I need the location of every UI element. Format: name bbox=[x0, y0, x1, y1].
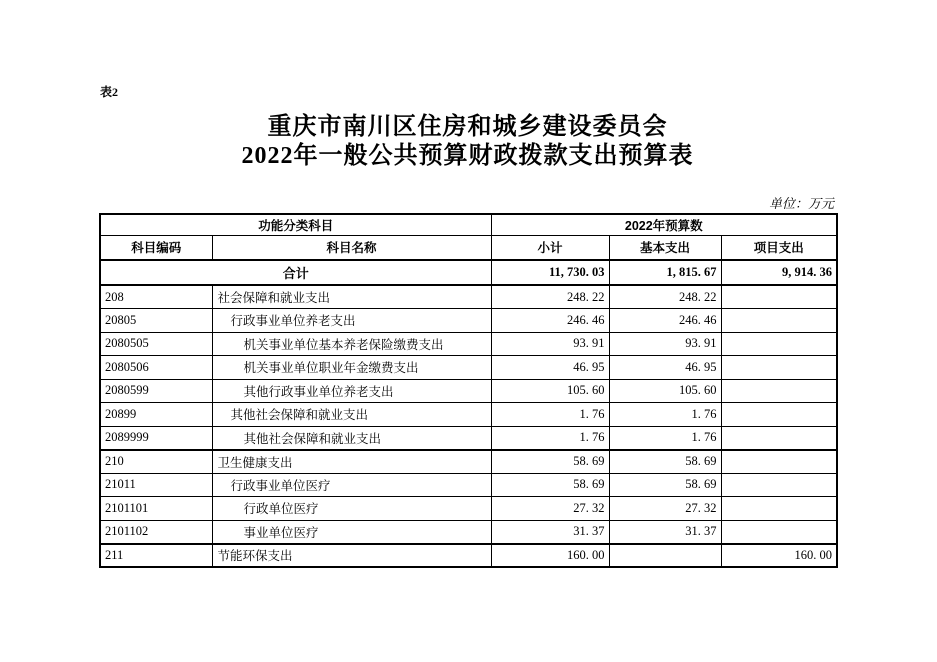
header-budget-2022: 2022年预算数 bbox=[491, 214, 837, 235]
basic-cell bbox=[609, 544, 721, 568]
budget-table bbox=[99, 213, 838, 568]
code-cell: 211 bbox=[100, 544, 212, 568]
table-body bbox=[100, 260, 837, 567]
header-group-row bbox=[100, 214, 837, 235]
subtotal-cell: 248. 22 bbox=[491, 285, 609, 309]
table-row bbox=[100, 332, 837, 356]
project-cell bbox=[721, 379, 837, 403]
code-cell: 20899 bbox=[100, 403, 212, 427]
name-cell: 节能环保支出 bbox=[212, 544, 491, 568]
code-cell: 2080505 bbox=[100, 332, 212, 356]
table-number-label: 表2 bbox=[100, 85, 119, 99]
total-label: 合计 bbox=[100, 260, 491, 285]
table-row bbox=[100, 356, 837, 380]
header-columns-row bbox=[100, 235, 837, 260]
basic-cell: 1. 76 bbox=[609, 403, 721, 427]
basic-cell: 31. 37 bbox=[609, 520, 721, 544]
table-row bbox=[100, 285, 837, 309]
name-cell: 社会保障和就业支出 bbox=[212, 285, 491, 309]
table-row bbox=[100, 379, 837, 403]
basic-cell: 1. 76 bbox=[609, 426, 721, 450]
subtotal-cell: 27. 32 bbox=[491, 497, 609, 521]
total-basic: 1, 815. 67 bbox=[609, 260, 721, 285]
table-row bbox=[100, 544, 837, 568]
total-row bbox=[100, 260, 837, 285]
basic-cell: 58. 69 bbox=[609, 473, 721, 497]
project-cell: 160. 00 bbox=[721, 544, 837, 568]
unit-note: 单位：万元 bbox=[768, 196, 834, 211]
project-cell bbox=[721, 520, 837, 544]
table-row bbox=[100, 450, 837, 474]
subtotal-cell: 46. 95 bbox=[491, 356, 609, 380]
project-cell bbox=[721, 309, 837, 333]
code-cell: 20805 bbox=[100, 309, 212, 333]
basic-cell: 248. 22 bbox=[609, 285, 721, 309]
basic-cell: 105. 60 bbox=[609, 379, 721, 403]
table-row bbox=[100, 309, 837, 333]
header-basic-expenditure: 基本支出 bbox=[609, 235, 721, 260]
document-title-line2: 2022年一般公共预算财政拨款支出预算表 bbox=[241, 143, 694, 169]
code-cell: 2080506 bbox=[100, 356, 212, 380]
project-cell bbox=[721, 450, 837, 474]
header-functional-category: 功能分类科目 bbox=[100, 214, 491, 235]
subtotal-cell: 1. 76 bbox=[491, 426, 609, 450]
name-cell: 其他行政事业单位养老支出 bbox=[212, 379, 491, 403]
project-cell bbox=[721, 285, 837, 309]
code-cell: 208 bbox=[100, 285, 212, 309]
name-cell: 机关事业单位职业年金缴费支出 bbox=[212, 356, 491, 380]
basic-cell: 93. 91 bbox=[609, 332, 721, 356]
subtotal-cell: 1. 76 bbox=[491, 403, 609, 427]
subtotal-cell: 160. 00 bbox=[491, 544, 609, 568]
header-subtotal: 小计 bbox=[491, 235, 609, 260]
header-subject-code: 科目编码 bbox=[100, 235, 212, 260]
subtotal-cell: 58. 69 bbox=[491, 450, 609, 474]
name-cell: 卫生健康支出 bbox=[212, 450, 491, 474]
basic-cell: 27. 32 bbox=[609, 497, 721, 521]
subtotal-cell: 105. 60 bbox=[491, 379, 609, 403]
code-cell: 21011 bbox=[100, 473, 212, 497]
subtotal-cell: 246. 46 bbox=[491, 309, 609, 333]
document-title-line1: 重庆市南川区住房和城乡建设委员会 bbox=[267, 114, 668, 140]
header-project-expenditure: 项目支出 bbox=[721, 235, 837, 260]
code-cell: 2101102 bbox=[100, 520, 212, 544]
name-cell: 行政事业单位养老支出 bbox=[212, 309, 491, 333]
subtotal-cell: 58. 69 bbox=[491, 473, 609, 497]
project-cell bbox=[721, 332, 837, 356]
project-cell bbox=[721, 426, 837, 450]
subtotal-cell: 93. 91 bbox=[491, 332, 609, 356]
project-cell bbox=[721, 403, 837, 427]
header-subject-name: 科目名称 bbox=[212, 235, 491, 260]
name-cell: 行政事业单位医疗 bbox=[212, 473, 491, 497]
total-project: 9, 914. 36 bbox=[721, 260, 837, 285]
table-row bbox=[100, 473, 837, 497]
table-row bbox=[100, 403, 837, 427]
table-row bbox=[100, 497, 837, 521]
table-row bbox=[100, 520, 837, 544]
table-row bbox=[100, 426, 837, 450]
code-cell: 2101101 bbox=[100, 497, 212, 521]
subtotal-cell: 31. 37 bbox=[491, 520, 609, 544]
basic-cell: 46. 95 bbox=[609, 356, 721, 380]
code-cell: 210 bbox=[100, 450, 212, 474]
total-subtotal: 11, 730. 03 bbox=[491, 260, 609, 285]
code-cell: 2080599 bbox=[100, 379, 212, 403]
basic-cell: 58. 69 bbox=[609, 450, 721, 474]
name-cell: 事业单位医疗 bbox=[212, 520, 491, 544]
code-cell: 2089999 bbox=[100, 426, 212, 450]
document-title bbox=[99, 113, 836, 171]
project-cell bbox=[721, 356, 837, 380]
name-cell: 其他社会保障和就业支出 bbox=[212, 426, 491, 450]
name-cell: 行政单位医疗 bbox=[212, 497, 491, 521]
project-cell bbox=[721, 497, 837, 521]
basic-cell: 246. 46 bbox=[609, 309, 721, 333]
project-cell bbox=[721, 473, 837, 497]
name-cell: 机关事业单位基本养老保险缴费支出 bbox=[212, 332, 491, 356]
name-cell: 其他社会保障和就业支出 bbox=[212, 403, 491, 427]
